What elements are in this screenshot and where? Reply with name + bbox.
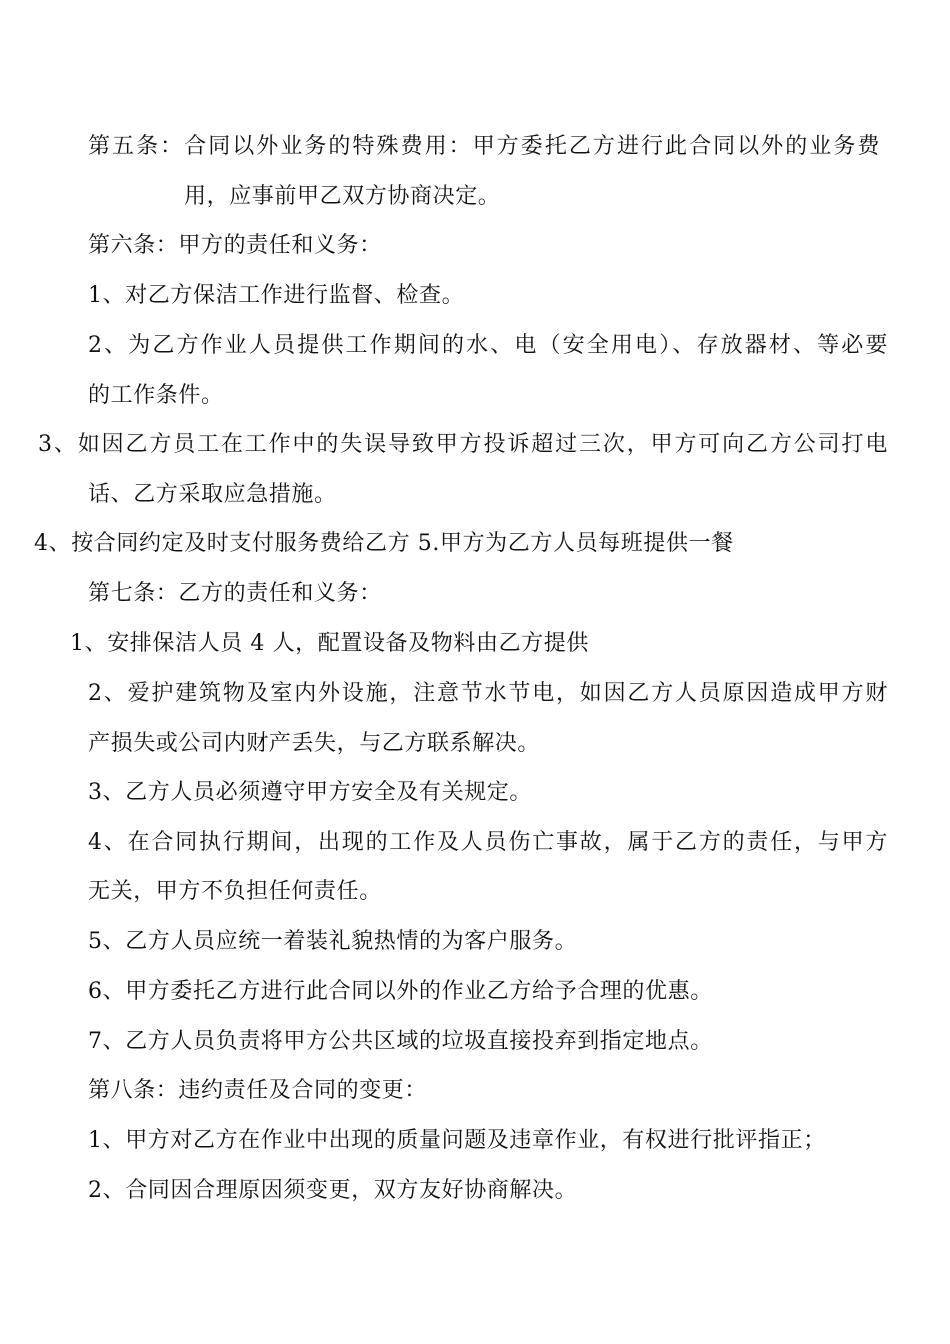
- article-8-heading: 第八条：违约责任及合同的变更：: [88, 1078, 428, 1103]
- article-6-item-1: 1、对乙方保洁工作进行监督、检查。: [88, 283, 465, 308]
- article-5-line-1: 第五条：合同以外业务的特殊费用：甲方委托乙方进行此合同以外的业务费: [88, 134, 880, 159]
- article-7-item-4-line-2: 无关，甲方不负担任何责任。: [88, 879, 382, 904]
- article-6-item-4-5: 4、按合同约定及时支付服务费给乙方 5.甲方为乙方人员每班提供一餐: [34, 531, 734, 556]
- article-7-item-3: 3、乙方人员必须遵守甲方安全及有关规定。: [88, 780, 532, 805]
- article-8-item-2: 2、合同因合理原因须变更，双方友好协商解决。: [88, 1178, 578, 1203]
- article-7-item-2-line-1: 2、爱护建筑物及室内外设施，注意节水节电，如因乙方人员原因造成甲方财: [88, 681, 888, 706]
- article-7-item-6: 6、甲方委托乙方进行此合同以外的作业乙方给予合理的优惠。: [88, 979, 713, 1004]
- article-5-line-2: 用，应事前甲乙双方协商决定。: [184, 184, 501, 209]
- article-6-item-2-line-2: 的工作条件。: [88, 383, 224, 408]
- article-6-heading: 第六条：甲方的责任和义务：: [88, 233, 382, 258]
- article-8-item-1: 1、甲方对乙方在作业中出现的质量问题及违章作业，有权进行批评指正；: [88, 1128, 826, 1153]
- article-7-item-4-line-1: 4、在合同执行期间，出现的工作及人员伤亡事故，属于乙方的责任，与甲方: [88, 830, 888, 855]
- article-6-item-3-line-1: 3、如因乙方员工在工作中的失误导致甲方投诉超过三次，甲方可向乙方公司打电: [38, 432, 888, 457]
- article-7-item-5: 5、乙方人员应统一着装礼貌热情的为客户服务。: [88, 929, 578, 954]
- article-6-item-3-line-2: 话、乙方采取应急措施。: [88, 482, 337, 507]
- article-7-heading: 第七条：乙方的责任和义务：: [88, 581, 382, 606]
- article-7-item-7: 7、乙方人员负责将甲方公共区域的垃圾直接投弃到指定地点。: [88, 1029, 713, 1054]
- article-7-item-1: 1、安排保洁人员 4 人，配置设备及物料由乙方提供: [70, 631, 589, 656]
- article-7-item-2-line-2: 产损失或公司内财产丢失，与乙方联系解决。: [88, 731, 541, 756]
- article-6-item-2-line-1: 2、为乙方作业人员提供工作期间的水、电（安全用电）、存放器材、等必要: [88, 333, 888, 358]
